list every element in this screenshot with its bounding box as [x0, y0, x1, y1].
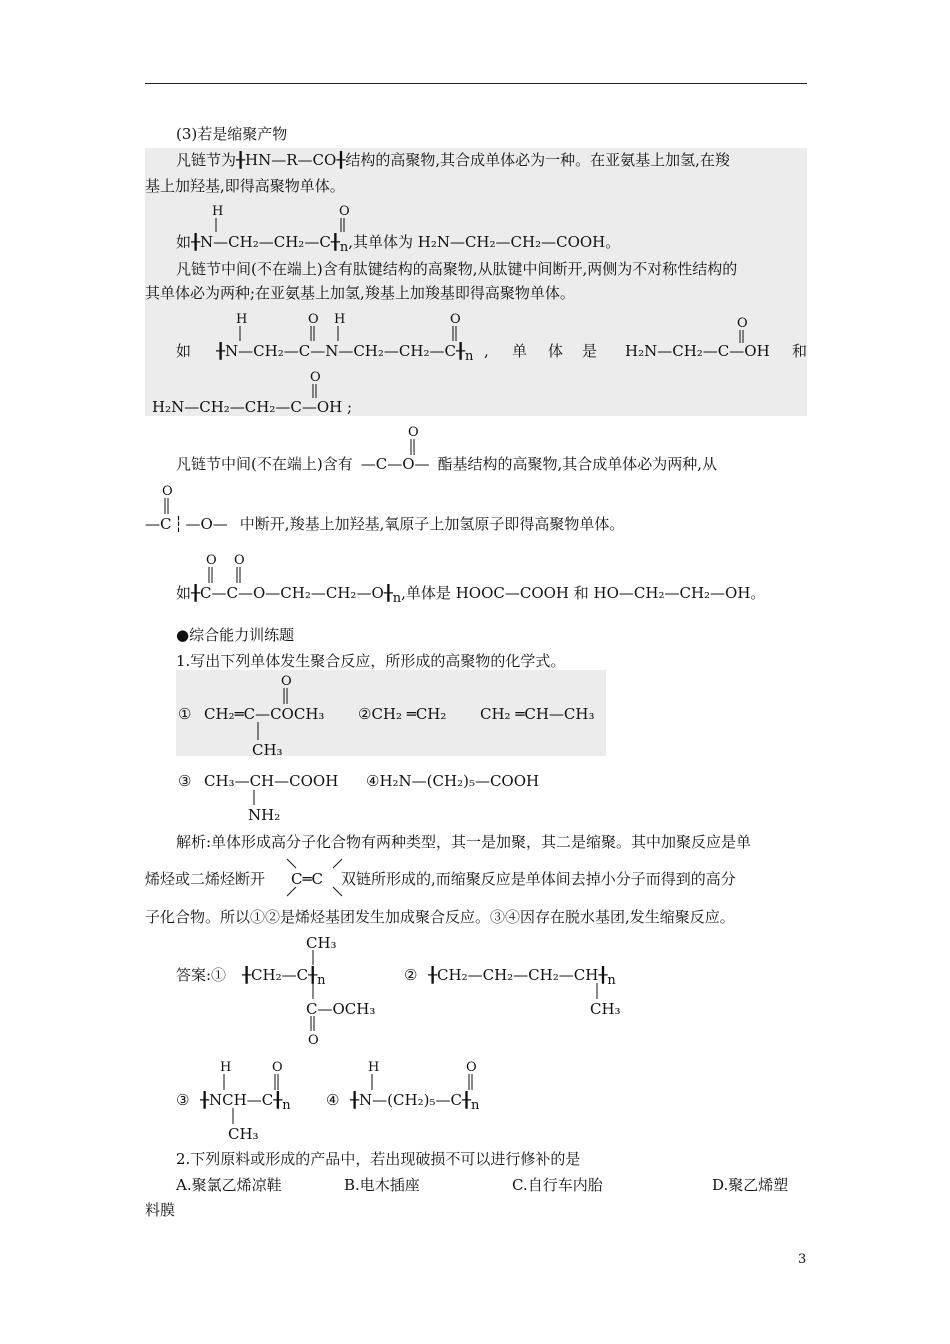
- analysis-line1: 解析:单体形成高分子化合物有两种类型，其一是加聚，其二是缩聚。其中加聚反应是单: [176, 833, 752, 851]
- ex1-prefix: 如: [176, 233, 192, 251]
- bracket-left: ╂: [200, 1091, 210, 1109]
- question-1: 1.写出下列单体发生聚合反应，所形成的高聚物的化学式。: [176, 652, 566, 670]
- bracket-left: ╂: [350, 1091, 360, 1109]
- page-number: 3: [798, 1252, 807, 1267]
- ex1-o: O: [339, 204, 350, 219]
- ex2-o2: O: [450, 312, 461, 327]
- ex2-word2: 体: [548, 342, 564, 360]
- monomer-3: CH₃—CH—COOH: [204, 772, 339, 790]
- bracket-right: ╂: [455, 342, 465, 360]
- bracket-right: ╂: [273, 1091, 283, 1109]
- p3-group: —C—O—: [360, 455, 430, 473]
- ans3-n: n: [282, 1098, 291, 1113]
- paragraph-2-line2: 其单体必为两种;在亚氨基上加氢,羧基上加羧基即得高聚物单体。: [145, 284, 575, 302]
- option-a: A.聚氯乙烯凉鞋: [176, 1176, 282, 1194]
- p3-line2-text: 中断开,羧基上加羟基,氧原子上加氢原子即得高聚物单体。: [239, 515, 625, 533]
- monomer-2b: CH₂ ═CH—CH₃: [480, 705, 595, 723]
- bracket-right: ╂: [461, 1091, 471, 1109]
- ex2-word3: 是: [582, 342, 598, 360]
- ans3-chain: NCH—C: [209, 1091, 274, 1109]
- bracket-right: ╂: [308, 966, 318, 984]
- bracket-right: ╂: [330, 233, 340, 251]
- ans4-h: H: [368, 1060, 380, 1075]
- bracket-right: ╂: [336, 151, 346, 169]
- ex1-h: H: [212, 204, 224, 219]
- ex2-h2: H: [334, 312, 346, 327]
- ex3-n: n: [392, 591, 402, 606]
- ex2-monomer1: H₂N—CH₂—C—OH: [625, 342, 770, 360]
- ex1-monomer: ,其单体为 H₂N—CH₂—CH₂—COOH。: [348, 233, 621, 251]
- cleavage-mark: ┆: [173, 515, 183, 533]
- ex2-end: ;: [347, 398, 353, 416]
- ans2-num: ②: [404, 966, 418, 984]
- p3-suffix: 酯基结构的高聚物,其合成单体必为两种,从: [437, 455, 718, 473]
- ans4-num: ④: [326, 1091, 340, 1109]
- ans4-n: n: [470, 1098, 480, 1113]
- bracket-left: ╂: [191, 584, 201, 602]
- ex2-prefix: 如: [176, 342, 192, 360]
- ans1-n: n: [317, 973, 326, 988]
- ex2-n: n: [464, 349, 474, 364]
- option-d: D.聚乙烯塑: [712, 1176, 789, 1194]
- section-heading: (3)若是缩聚产物: [176, 125, 288, 143]
- ex2-and: 和: [792, 342, 808, 360]
- p3-prefix: 凡链节中间(不在端上)含有: [176, 455, 353, 473]
- bracket-left: ╂: [242, 966, 252, 984]
- analysis-l2-suffix: 双链所形成的,而缩聚反应是单体间去掉小分子而得到的高分: [341, 870, 736, 888]
- bracket-left: ╂: [428, 966, 438, 984]
- answer-label: 答案:①: [176, 966, 227, 984]
- ex1-chain: N—CH₂—CH₂—C: [200, 233, 331, 251]
- ans1-o: O: [308, 1033, 319, 1048]
- p3-o: O: [408, 425, 419, 440]
- p3-line2-o: —O—: [185, 515, 228, 533]
- bracket-left: ╂: [216, 342, 226, 360]
- p3-line2-group: —C: [145, 515, 172, 533]
- p1-suffix: 结构的高聚物,其合成单体必为一种。在亚氨基上加氢,在羧: [345, 151, 730, 169]
- ex2-o1: O: [308, 312, 319, 327]
- ans1-top: CH₃: [306, 934, 337, 952]
- ans2-n: n: [607, 973, 616, 988]
- paragraph-2: 凡链节中间(不在端上)含有肽键结构的高聚物,从肽键中间断开,两侧为不对称性结构的: [176, 260, 738, 278]
- ans3-num: ③: [176, 1091, 190, 1109]
- double-bond: C═C: [291, 870, 324, 888]
- training-heading: ●综合能力训练题: [176, 626, 295, 644]
- option-c: C.自行车内胎: [512, 1176, 603, 1194]
- monomer-1: CH₂═C—COCH₃: [204, 705, 325, 723]
- ex2-o3: O: [737, 316, 748, 331]
- m1-o: O: [281, 674, 292, 689]
- analysis-line3: 子化合物。所以①②是烯烃基团发生加成聚合反应。③④因存在脱水基团,发生缩聚反应。: [145, 908, 735, 926]
- ex3-prefix: 如: [176, 584, 192, 602]
- ans3-h: H: [220, 1060, 232, 1075]
- m3-num: ③: [178, 772, 192, 790]
- ans1-chain: CH₂—C: [251, 966, 309, 984]
- ex2-o4: O: [310, 370, 321, 385]
- ex2-monomer2-text: H₂N—CH₂—CH₂—C—OH: [152, 398, 343, 416]
- analysis-l2-prefix: 烯烃或二烯烃断开: [145, 870, 266, 888]
- option-d-line2: 料膜: [145, 1201, 176, 1219]
- ex1-n: n: [339, 240, 349, 255]
- m3-sub: NH₂: [248, 806, 281, 824]
- bracket-left: ╂: [191, 233, 201, 251]
- m1-sub: CH₃: [252, 741, 283, 759]
- ex2-chain: N—CH₂—C—N—CH₂—CH₂—C: [225, 342, 456, 360]
- ans2-sub: CH₃: [590, 1000, 621, 1018]
- ex3-monomers: ,单体是 HOOC—COOH 和 HO—CH₂—CH₂—OH。: [401, 584, 766, 602]
- p3-o2: O: [162, 484, 173, 499]
- monomer-2: ②CH₂ ═CH₂: [358, 705, 447, 723]
- ans3-o: O: [272, 1060, 283, 1075]
- ex2-h1: H: [236, 312, 248, 327]
- m1-num: ①: [178, 705, 192, 723]
- ans3-sub: CH₃: [228, 1125, 259, 1143]
- ex3-chain: C—C—O—CH₂—CH₂—O: [200, 584, 384, 602]
- monomer-4: ④H₂N—(CH₂)₅—COOH: [366, 772, 540, 790]
- question-2: 2.下列原料或形成的产品中，若出现破损不可以进行修补的是: [176, 1150, 581, 1168]
- paragraph-1-line2: 基上加羟基,即得高聚物单体。: [145, 177, 345, 195]
- p1-unit: HN—R—CO: [245, 151, 337, 169]
- ex3-o2: O: [234, 553, 245, 568]
- ans4-o: O: [466, 1060, 477, 1075]
- option-b: B.电木插座: [344, 1176, 420, 1194]
- p1-prefix: 凡链节为: [176, 151, 237, 169]
- ex2-word1: 单: [512, 342, 528, 360]
- ex3-o1: O: [206, 553, 217, 568]
- ans4-chain: N—(CH₂)₅—C: [359, 1091, 462, 1109]
- ans1-sub: C—OCH₃: [306, 1000, 376, 1018]
- bracket-right: ╂: [383, 584, 393, 602]
- bracket-left: ╂: [236, 151, 246, 169]
- ans2-chain: CH₂—CH₂—CH₂—CH: [437, 966, 599, 984]
- bracket-right: ╂: [598, 966, 608, 984]
- ex2-comma: ,: [484, 342, 489, 360]
